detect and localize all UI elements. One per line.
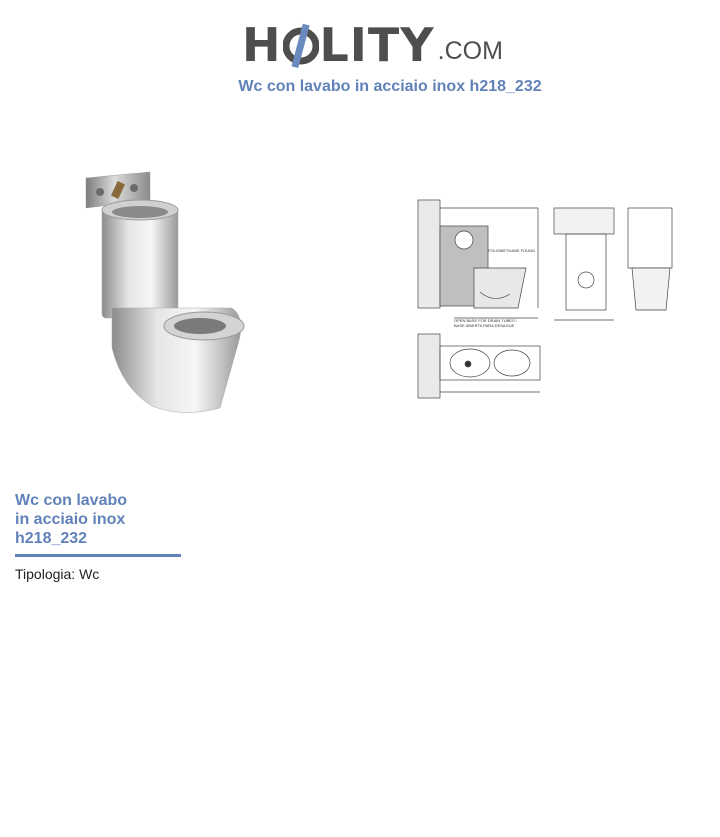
technical-drawing xyxy=(414,196,678,404)
logo-letter-h: H xyxy=(242,18,282,72)
product-name xyxy=(15,491,175,548)
page-title: Wc con lavabo in acciaio inox h218_232 xyxy=(238,78,542,95)
logo-o-icon xyxy=(283,22,319,68)
product-name-line: h218_232 xyxy=(15,530,88,547)
attribute-label: Tipologia: xyxy=(15,566,76,582)
title-underline xyxy=(15,554,181,557)
attribute-value: Wc xyxy=(79,566,100,582)
product-name-line: Wc con lavabo xyxy=(15,492,128,509)
site-logo[interactable] xyxy=(242,12,503,72)
logo-domain: .COM xyxy=(437,37,503,65)
drawing-drain-note-2: BASE ABIERTA PARA DESAGUE xyxy=(454,323,515,328)
product-photo xyxy=(82,168,252,416)
product-name-line: in acciaio inox xyxy=(15,511,126,528)
attribute-tipologia xyxy=(15,566,99,582)
logo-letters: LITY xyxy=(319,18,435,72)
drawing-drain-note-1: OPEN BASE FOR DRAIN TUBES / xyxy=(454,318,517,323)
drawing-wall-note: FOLG/METHANE FOUNG xyxy=(488,248,536,253)
